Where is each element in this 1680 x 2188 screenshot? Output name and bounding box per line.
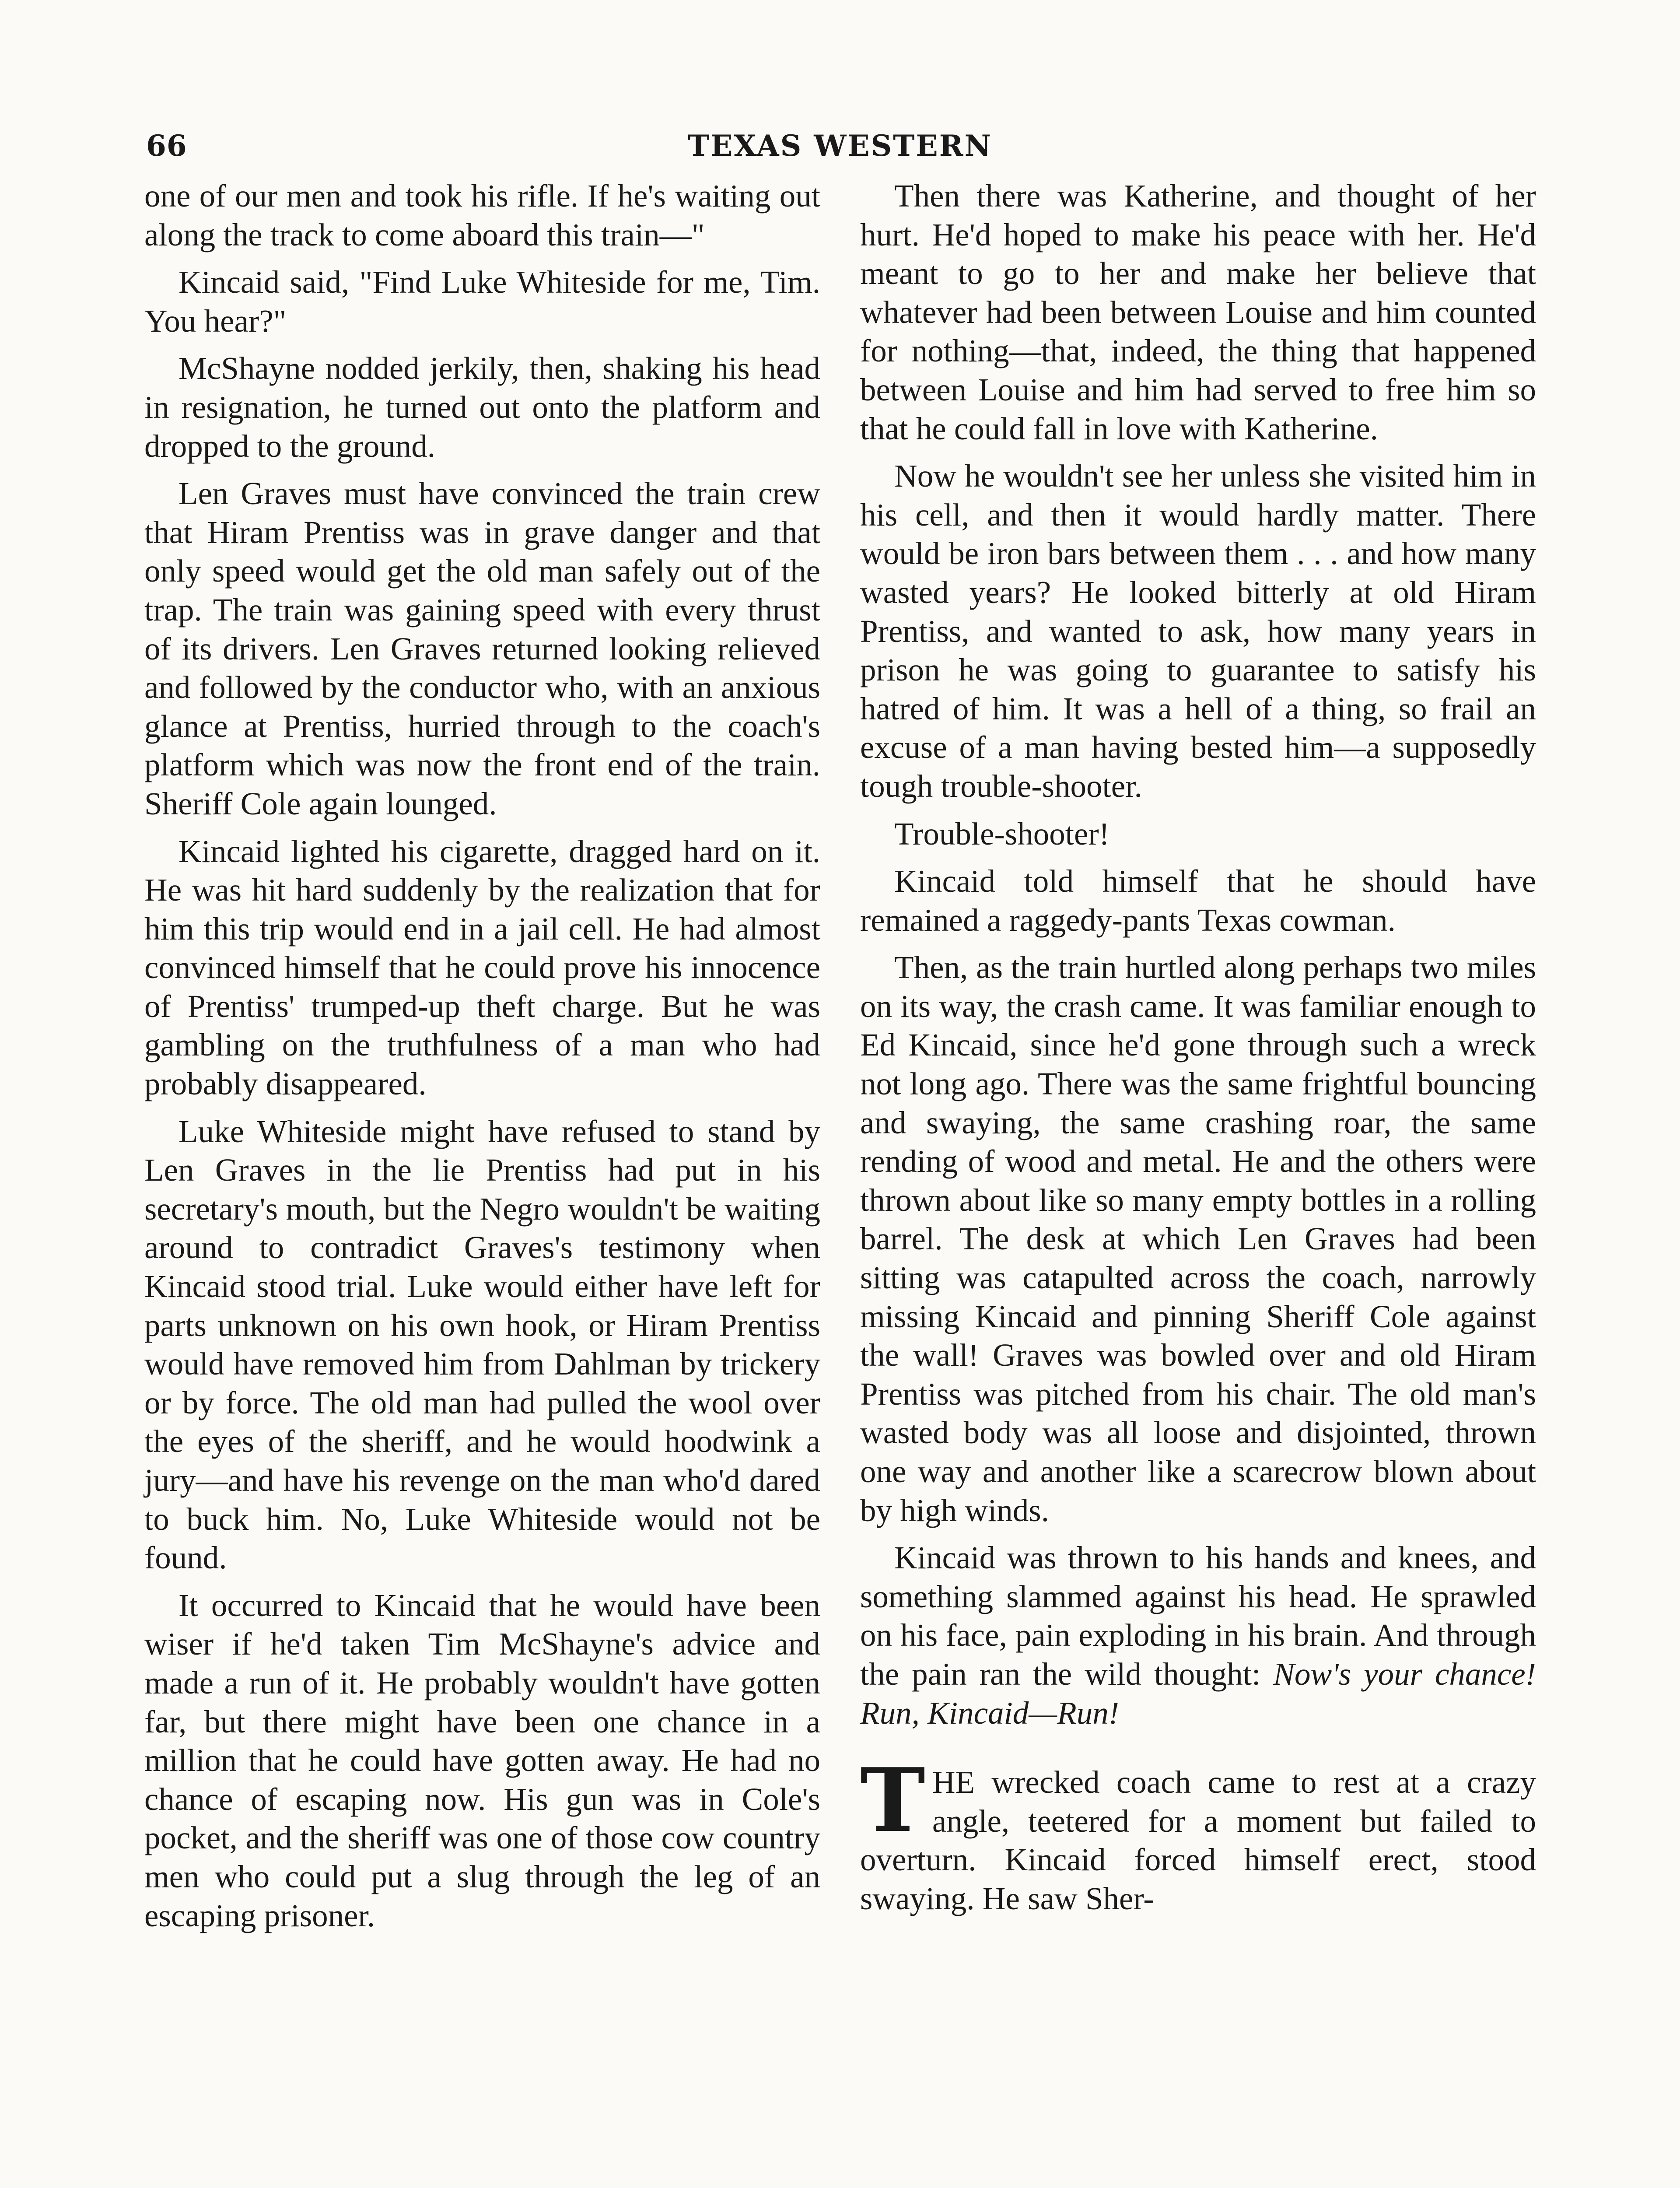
paragraph: Then there was Katherine, and thought of her hurt. He'd hoped to make his peace with her. He'd meant to go to her and make her believe that whatever had been between Louise and him counted for nothing—that, indeed, the thing that happened between Louise and him had served to free him so that he could fall in love with Katherine. xyxy=(860,178,1536,446)
page-header xyxy=(146,126,1534,174)
paragraph: Luke Whiteside might have refused to stand by Len Graves in the lie Prentiss had put in his secretary's mouth, but the Negro wouldn't be waiting around to contradict Graves's testimony when Kincaid stood trial. Luke would either have left for parts unknown on his own hook, or Hiram Prentiss would have removed him from Dahlman by trickery or by force. The old man had pulled the wool over the eyes of the sheriff, and he would hoodwink a jury—and have his revenge on the man who'd dared to buck him. No, Luke Whiteside would not be found. xyxy=(144,1113,820,1576)
paragraph: It occurred to Kincaid that he would have been wiser if he'd taken Tim McShayne's advice and made a run of it. He probably wouldn't have gotten far, but there might have been one chance in a million that he could have gotten away. He had no chance of escaping now. His gun was in Cole's pocket, and the sheriff was one of those cow country men who could put a slug through the leg of an escaping prisoner. xyxy=(144,1587,820,1933)
drop-cap: T xyxy=(860,1749,925,1852)
right-column xyxy=(860,177,1536,1927)
paragraph: McShayne nodded jerkily, then, shaking his head in resignation, he turned out onto the platform and dropped to the ground. xyxy=(144,351,820,464)
paragraph: Then, as the train hurtled along perhaps two miles on its way, the crash came. It was familiar enough to Ed Kincaid, since he'd gone through such a wreck not long ago. There was the same frightful bouncing and swaying, the same crashing roar, the same rending of wood and metal. He and the others were thrown about like so many empty bottles in a rolling barrel. The desk at which Len Graves had been sitting was catapulted across the coach, narrowly missing Kincaid and pinning Sheriff Cole against the wall! Graves was bowled over and old Hiram Prentiss was pitched from his chair. The old man's wasted body was all loose and disjointed, thrown one way and another like a scarecrow blown about by high winds. xyxy=(860,950,1536,1528)
paragraph: Now he wouldn't see her unless she visited him in his cell, and then it would hardly matter. There would be iron bars between them . . . and how many wasted years? He looked bitterly at old Hiram Prentiss, and wanted to ask, how many years in prison he was going to guarantee to satisfy his hatred of him. It was a hell of a thing, so frail an excuse of a man having bested him—a supposedly tough trouble-shooter. xyxy=(860,458,1536,804)
paragraph: Len Graves must have convinced the train crew that Hiram Prentiss was in grave danger and that only speed would get the old man safely out of the trap. The train was gaining speed with every thrust of its drivers. Len Graves returned looking relieved and followed by the conductor who, with an anxious glance at Prentiss, hurried through to the coach's platform which was now the front end of the train. Sheriff Cole again lounged. xyxy=(144,476,820,821)
paragraph: Kincaid said, "Find Luke Whiteside for me, Tim. You hear?" xyxy=(144,264,820,339)
paragraph-text: HE wrecked coach came to rest at a crazy angle, teetered for a moment but failed to overturn. Kincaid forced himself erect, stood swaying. He saw Sher- xyxy=(860,1764,1536,1916)
paragraph-text: Kincaid was thrown to his hands and knees, and something slammed against his head. He sprawled on his face, pain exploding in his brain. And through the pain ran the wild thought: xyxy=(860,1540,1536,1692)
section-opening-paragraph xyxy=(860,1749,1536,1918)
italic-thought: Now's your chance! Run, Kincaid—Run! xyxy=(860,1656,1536,1731)
left-column xyxy=(144,177,820,1944)
paragraph-with-italic xyxy=(860,1539,1536,1732)
paragraph: one of our men and took his rifle. If he's waiting out along the track to come aboard this train—" xyxy=(144,178,820,252)
page-number: 66 xyxy=(146,129,187,163)
running-title: TEXAS WESTERN xyxy=(688,129,992,163)
paragraph: Kincaid told himself that he should have remained a raggedy-pants Texas cowman. xyxy=(860,863,1536,938)
paragraph: Kincaid lighted his cigarette, dragged hard on it. He was hit hard suddenly by the realization that for him this trip would end in a jail cell. He had almost convinced himself that he could prove his innocence of Prentiss' trumped-up theft charge. But he was gambling on the truthfulness of a man who had probably disappeared. xyxy=(144,833,820,1102)
paragraph: Trouble-shooter! xyxy=(894,816,1110,852)
